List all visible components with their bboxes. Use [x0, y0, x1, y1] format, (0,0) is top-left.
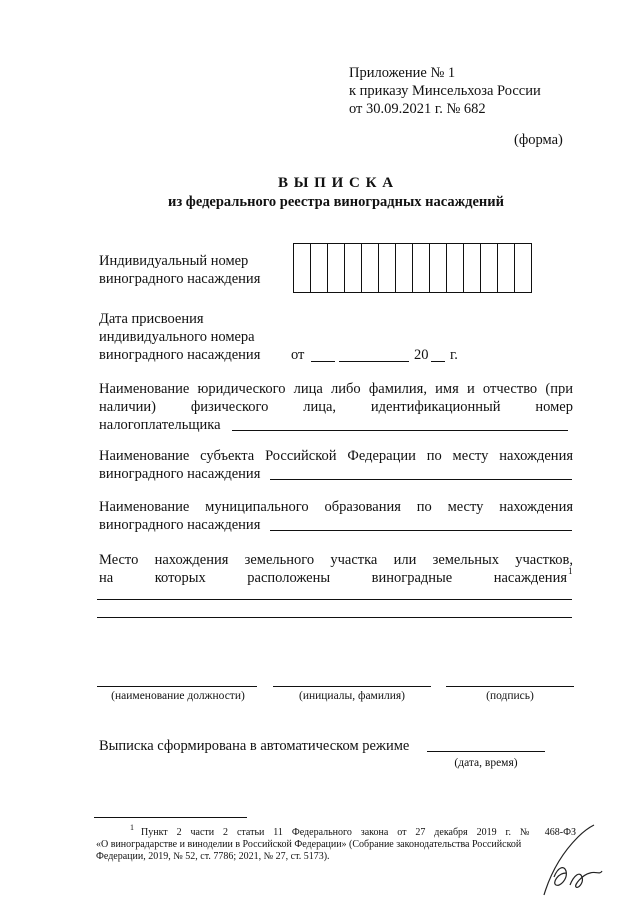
footnote-divider	[94, 817, 247, 818]
document-title: В Ы П И С К А	[277, 175, 395, 191]
id-box[interactable]	[463, 244, 480, 292]
legal-label-line3: налогоплательщика	[99, 417, 221, 433]
id-box[interactable]	[480, 244, 497, 292]
id-box[interactable]	[378, 244, 395, 292]
location-label-line1: Место нахождения земельного участка или земельных участков,	[99, 552, 573, 568]
position-field[interactable]	[97, 686, 257, 687]
id-box[interactable]	[446, 244, 463, 292]
footnote-line1: Пункт 2 части 2 статьи 11 Федерального закона от 27 декабря 2019 г. № 468-ФЗ	[141, 827, 576, 838]
municipal-label-line1: Наименование муниципального образования по месту нахождения	[99, 499, 573, 515]
order-reference: к приказу Минсельхоза России	[349, 83, 541, 99]
location-field-line2[interactable]	[97, 617, 572, 618]
id-box[interactable]	[395, 244, 412, 292]
date-year-field[interactable]	[431, 361, 445, 362]
footnote-line2: «О виноградарстве и виноделии в Российской Федерации» (Собрание законодательства Российской	[96, 839, 522, 850]
initials-caption: (инициалы, фамилия)	[298, 690, 406, 702]
subject-field[interactable]	[270, 479, 572, 480]
id-box[interactable]	[310, 244, 327, 292]
subject-label-line1: Наименование субъекта Российской Федерации по месту нахождения	[99, 448, 573, 464]
footnote-line3: Федерации, 2019, № 52, ст. 7786; 2021, № 27, ст. 5173).	[96, 851, 330, 862]
location-field-line1[interactable]	[97, 599, 572, 600]
id-label-line1: Индивидуальный номер	[99, 253, 249, 269]
initials-field[interactable]	[273, 686, 431, 687]
order-date: от 30.09.2021 г. № 682	[349, 101, 486, 117]
id-label-line2: виноградного насаждения	[99, 271, 261, 287]
municipal-field[interactable]	[270, 530, 572, 531]
id-number-boxes[interactable]	[293, 243, 532, 293]
date-label-line2: индивидуального номера	[99, 329, 255, 345]
position-caption: (наименование должности)	[111, 690, 245, 702]
auto-generated-label: Выписка сформирована в автоматическом режиме	[99, 738, 410, 754]
id-box[interactable]	[514, 244, 531, 292]
date-year-suffix: г.	[450, 347, 458, 363]
datetime-field[interactable]	[427, 751, 545, 752]
legal-entity-field[interactable]	[232, 430, 568, 431]
signature-caption: (подпись)	[486, 690, 534, 702]
date-label-line3: виноградного насаждения	[99, 347, 261, 363]
document-subtitle: из федерального реестра виноградных насаждений	[168, 194, 504, 210]
legal-label-line1: Наименование юридического лица либо фамилия, имя и отчество (при	[99, 381, 573, 397]
subject-label-line2: виноградного насаждения	[99, 466, 261, 482]
form-label: (форма)	[514, 132, 563, 148]
id-box[interactable]	[429, 244, 446, 292]
id-box[interactable]	[497, 244, 514, 292]
appendix-number: Приложение № 1	[349, 65, 456, 81]
datetime-caption: (дата, время)	[454, 757, 518, 769]
date-day-field[interactable]	[311, 361, 335, 362]
id-box[interactable]	[361, 244, 378, 292]
municipal-label-line2: виноградного насаждения	[99, 517, 261, 533]
legal-label-line2: наличии) физического лица, идентификационный номер	[99, 399, 573, 415]
location-label-line2: на которых расположены виноградные насаждения	[99, 570, 567, 586]
id-box[interactable]	[294, 244, 310, 292]
date-month-field[interactable]	[339, 361, 409, 362]
date-from: от	[291, 347, 305, 363]
footnote-reference: 1	[568, 566, 573, 576]
footnote-mark: 1	[130, 823, 134, 832]
date-year-prefix: 20	[414, 347, 429, 363]
handwritten-signature-icon	[530, 815, 610, 900]
date-label-line1: Дата присвоения	[99, 311, 204, 327]
signature-field[interactable]	[446, 686, 574, 687]
id-box[interactable]	[344, 244, 361, 292]
id-box[interactable]	[327, 244, 344, 292]
id-box[interactable]	[412, 244, 429, 292]
